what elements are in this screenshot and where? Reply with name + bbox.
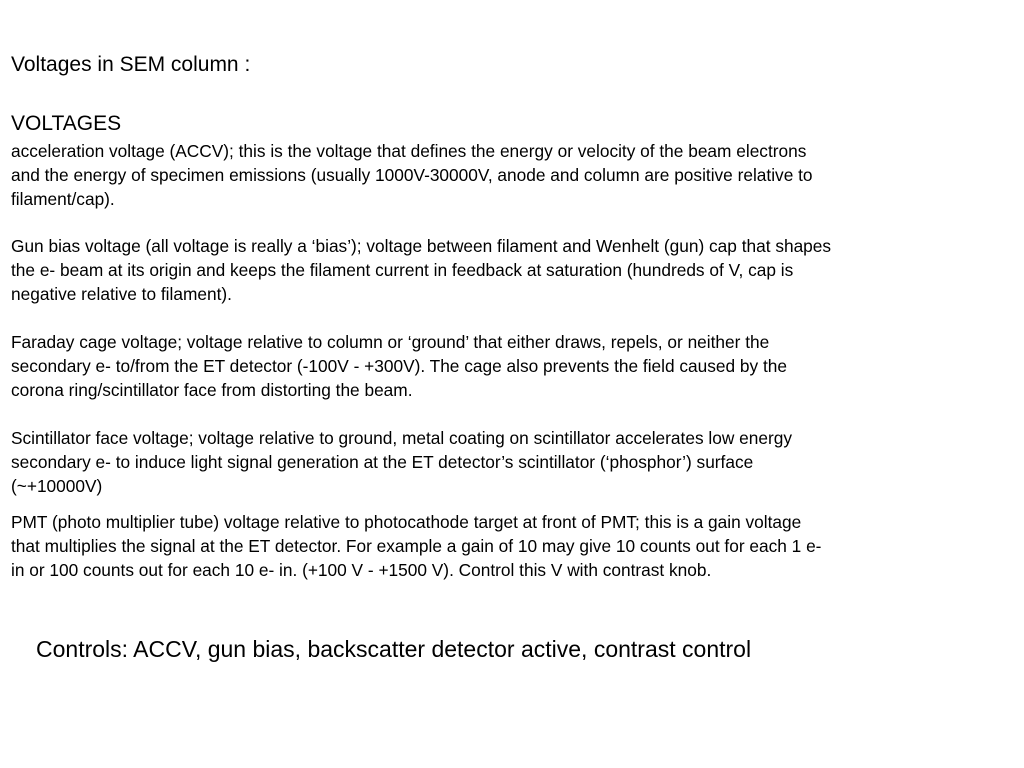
paragraph-gun-bias-voltage (11, 234, 831, 306)
paragraph-line: and the energy of specimen emissions (usually 1000V-30000V, anode and column are positive relative to (11, 165, 813, 185)
paragraph-line: Gun bias voltage (all voltage is really a ‘bias’); voltage between filament and Wenhelt (gun) cap that shapes (11, 236, 832, 256)
paragraph-line: negative relative to filament). (11, 284, 232, 304)
paragraph-line: corona ring/scintillator face from distorting the beam. (11, 380, 413, 400)
paragraph-line: in or 100 counts out for each 10 e- in. (+100 V - +1500 V). Control this V with contrast knob. (11, 560, 712, 580)
section-heading: VOLTAGES (11, 112, 122, 135)
paragraph-faraday-cage-voltage (11, 330, 787, 402)
slide-title: Voltages in SEM column : (11, 53, 251, 76)
controls-summary: Controls: ACCV, gun bias, backscatter detector active, contrast control (36, 636, 752, 662)
paragraph-line: Faraday cage voltage; voltage relative to column or ‘ground’ that either draws, repels, or neither the (11, 332, 770, 352)
paragraph-line: the e- beam at its origin and keeps the filament current in feedback at saturation (hundreds of V, cap is (11, 260, 794, 280)
paragraph-line: (~+10000V) (11, 476, 103, 496)
paragraph-scintillator-face-voltage (11, 426, 792, 498)
paragraph-acceleration-voltage (11, 139, 813, 211)
paragraph-line: filament/cap). (11, 189, 115, 209)
paragraph-line: secondary e- to/from the ET detector (-100V - +300V). The cage also prevents the field caused by the (11, 356, 788, 376)
paragraph-line: PMT (photo multiplier tube) voltage relative to photocathode target at front of PMT; this is a gain voltage (11, 512, 802, 532)
paragraph-line: that multiplies the signal at the ET detector. For example a gain of 10 may give 10 counts out for each 1 e- (11, 536, 822, 556)
paragraph-line: secondary e- to induce light signal generation at the ET detector’s scintillator (‘phosphor’) surface (11, 452, 754, 472)
paragraph-pmt-voltage (11, 510, 821, 582)
paragraph-line: acceleration voltage (ACCV); this is the voltage that defines the energy or velocity of the beam electrons (11, 141, 807, 161)
paragraph-line: Scintillator face voltage; voltage relative to ground, metal coating on scintillator accelerates low energy (11, 428, 792, 448)
